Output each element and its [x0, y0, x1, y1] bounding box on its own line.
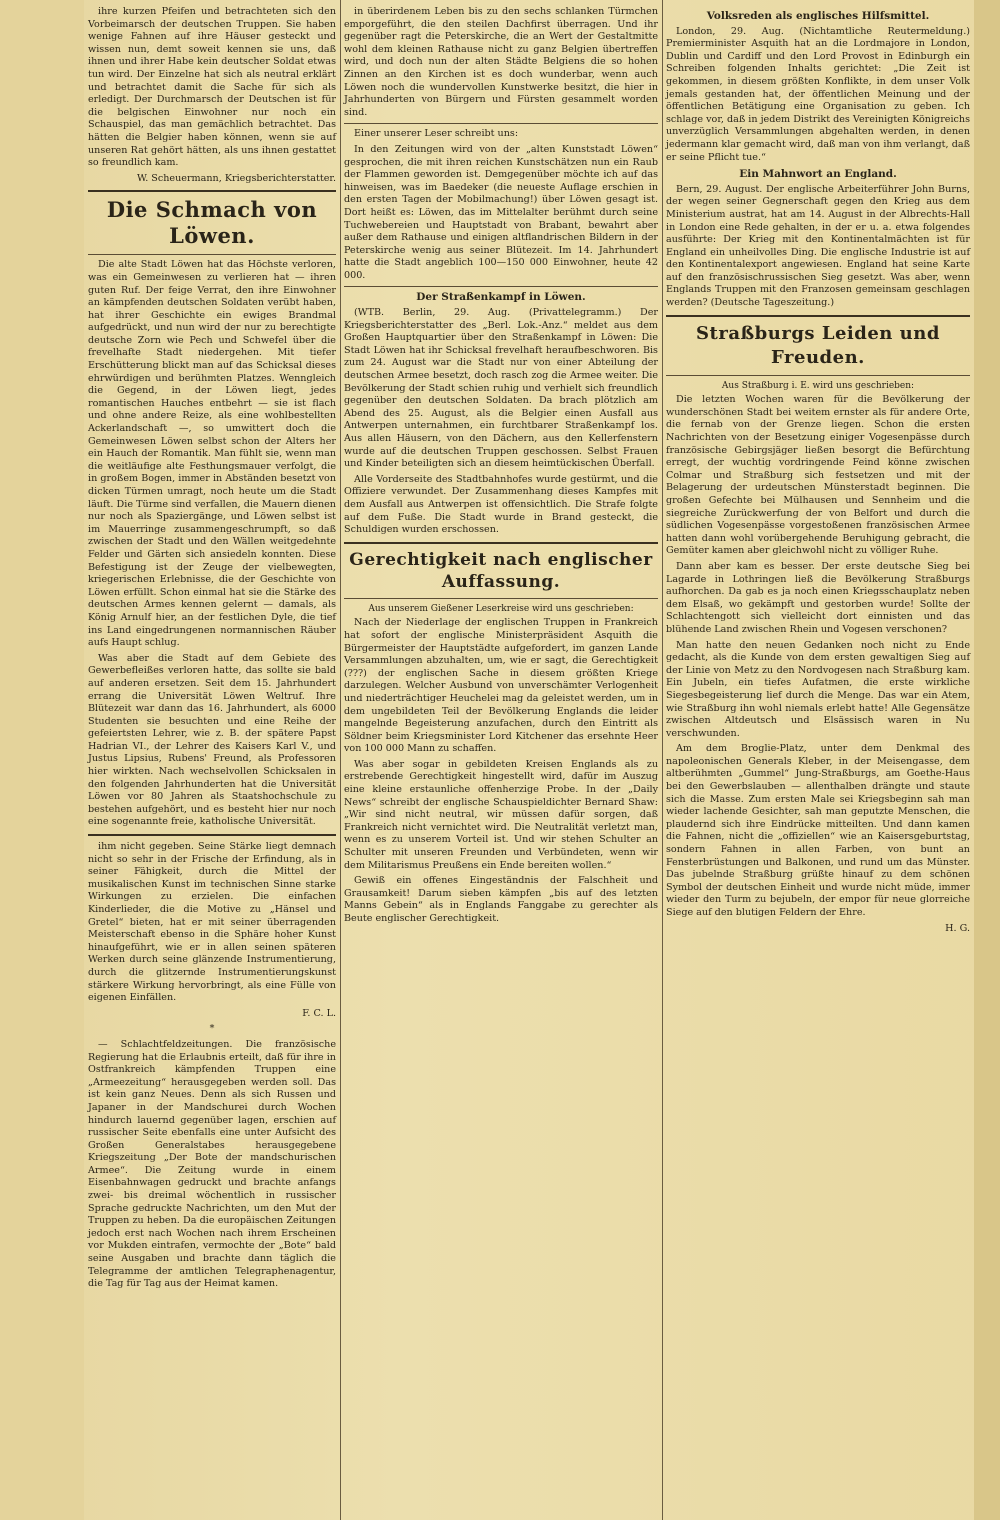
heading-volksreden: Volksreden als englisches Hilfsmittel. — [706, 10, 930, 22]
article-paragraph: Am dem Broglie-Platz, unter dem Denkmal des napoleonischen Generals Kleber, in der Meisengasse, dem altberühmten „Gummel“ Jung-Straßburgs, am Goethe-Haus bei den Gewerbslauben — allenthalben drängte und staute sich die Masse. Zum ersten Male sei Kriegsbeginn sah man wieder lachende Gesichter, sah man geputzte Menschen, die plaudernd sich ihre Eindrücke mitteilten. Und dann kamen die Fahnen, nicht die „offiziellen“ wie an Kaisersgeburtstag, sondern Fahnen in allen Farben, von bunt an Fensterbrüstungen und Balkonen, und rund um das Münster. Das jubelnde Straßburg grüßte hinauf zu dem schönen Symbol der deutschen Einheit und wurde nicht müde, immer wieder den Turm zu bejubeln, der empor für neue glorreiche Siege auf den blutigen Feldern der Ehre. — [666, 743, 970, 918]
article-paragraph: Man hatte den neuen Gedanken noch nicht zu Ende gedacht, als die Kunde von dem ersten gewaltigen Sieg auf der Linie von Metz zu den Nordvogesen nach Straßburg kam. Ein Jubeln, ein tiefes Aufatmen, die erste wirkliche Siegesbegeisterung lief durch die Menge. Das war ein Atem, wie Straßburg ihn wohl niemals erlebt hatte! Alle Gegensätze zwischen Altdeutsch und Elsässisch waren in Nu verschwunden. — [666, 639, 970, 739]
correspondent-signature: W. Scheuermann, Kriegsberichterstatter. — [137, 172, 336, 184]
article-paragraph: — Schlachtfeldzeitungen. Die französische Regierung hat die Erlaubnis erteilt, daß für ihre in Ostfrankreich kämpfenden Truppen eine „Armeezeitung“ herausgegeben werden soll. Das ist kein ganz Neues. Denn als sich Russen und Japaner in der Mandschurei durch Wochen hindurch lauernd gegenüber lagen, erschien auf russischer Seite ebenfalls eine unter Aufsicht des Großen Generalstabes herausgegebene Kriegszeitung „Der Bote der mandschurischen Armee“. Die Zeitung wurde in einem Eisenbahnwagen gedruckt und brachte anfangs zwei- bis dreimal wöchentlich in russischer Sprache gedruckte Nachrichten, um den Mut der Truppen zu heben. Da die europäischen Zeitungen jedoch erst nach Wochen nach ihrem Erscheinen vor Mukden eintrafen, vermochte der „Bote“ bald seine Ausgaben und brachte dann täglich die Telegramme der amtlichen Telegraphenagentur, die Tag für Tag aus der Heimat kamen. — [88, 1038, 336, 1290]
article-paragraph: in überirdenem Leben bis zu den sechs schlanken Türmchen emporgeführt, die den steilen Dachfirst überragen. Und ihr gegenüber ragt die Peterskirche, die an Wert der Gestaltmitte wohl dem kleinen Rathause nicht zu ganz Belgien übertreffen wird, und doch nun der alten Städte Belgiens die so hohen Zinnen an den Kirchen ist es doch wunderbar, wenn auch Löwen noch die wundervollen Kunstwerke besitzt, die hier in Jahrhunderten von Bürgern und Fürsten gesammelt worden sind. — [344, 6, 658, 118]
article-paragraph: Bern, 29. August. Der englische Arbeiterführer John Burns, der wegen seiner Gegnerschaft gegen den Krieg aus dem Ministerium austrat, hat am 14. August in der Albrechts-Hall in London eine Rede gehalten, in der er u. a. etwa folgendes ausführte: Der Krieg mit den Kontinentalmächten ist für England ein unheilvolles Ding. Die englische Industrie ist auf den Kontinentalexport angewiesen. England hat seine Karte auf den französischrussischen Sieg gesetzt. Was aber, wenn Englands Truppen mit den Franzosen gemeinsam geschlagen werden? (Deutsche Tageszeitung.) — [666, 183, 970, 309]
column-right — [662, 0, 974, 1520]
divider — [344, 286, 658, 287]
article-paragraph: London, 29. Aug. (Nichtamtliche Reutermeldung.) Premierminister Asquith hat an die Lordmajore in London, Dublin und Cardiff und den Lord Provost in Edinburgh ein Schreiben folgenden Inhalts gerichtet: „Die Zeit ist gekommen, in diesem größten Konflikte, in dem unser Volk jemals gestanden hat, der öffentlichen Meinung und der öffentlichen Betätigung eine Organisation zu geben. Ich schlage vor, daß in jedem Distrikt des Vereinigten Königreichs unverzüglich Versammlungen abgehalten werden, in denen jedermann klar gemacht wird, daß man von ihm verlangt, daß er seine Pflicht tue.“ — [666, 25, 970, 163]
divider — [344, 598, 658, 599]
separator-star: * — [209, 1023, 215, 1035]
reader-intro: Aus Straßburg i. E. wird uns geschrieben: — [721, 380, 915, 391]
page-gutter — [974, 0, 1000, 1520]
article-paragraph: Die letzten Wochen waren für die Bevölkerung der wunderschönen Stadt bei weitem ernster als für andere Orte, die fernab von der Grenze liegen. Schon die ersten Nachrichten von der Besetzung einiger Vogesenpässe durch französische Gebirgsjäger ließen besorgt die Befürchtung erregt, der wuchtig vordringende Feind könne zwischen Colmar und Straßburg sich festsetzen und mit der Belagerung der urdeutschen Münsterstadt beginnen. Die großen Gefechte bei Mülhausen und Sennheim und die siegreiche Zurückwerfung der von Belfort und durch die südlichen Vogesenpässe vorgestoßenen französischen Armee hatten dann wohl vorübergehende Beruhigung gebracht, die Gemüter kamen aber gleichwohl nicht zu völliger Ruhe. — [666, 394, 970, 557]
article-paragraph: Gewiß ein offenes Eingeständnis der Falschheit und Grausamkeit! Darum sieben kämpfen „bis auf des letzten Manns Gebein“ als in Englands Fanggabe zu gerechter als Beute englischer Gerechtigkeit. — [344, 875, 658, 924]
heading-gerechtigkeit: Gerechtigkeit nach englischer Auffassung. — [349, 549, 653, 592]
heading-schmach-von-loewen: Die Schmach von Löwen. — [106, 197, 318, 249]
article-paragraph: ihm nicht gegeben. Seine Stärke liegt demnach nicht so sehr in der Frische der Erfindung, als in seiner Fähigkeit, durch die Mittel der musikalischen Kunst im technischen Sinne starke Wirkungen zu erzielen. Die einfachen Kinderlieder, die die Motive zu „Hänsel und Gretel“ bieten, hat er mit seiner überragenden Meisterschaft ebenso in die Sphäre hoher Kunst hinaufgeführt, wie er in allen seinen späteren Werken durch seine glänzende Instrumentierung, durch die glitzernde Instrumentierungskunst stärkere Wirkung hervorbringt, als eine Fülle von eigenen Einfällen. — [88, 841, 336, 1004]
heading-strassenkampf: Der Straßenkampf in Löwen. — [416, 291, 586, 304]
column-middle — [340, 0, 662, 1520]
page-margin — [0, 0, 84, 1520]
article-paragraph: In den Zeitungen wird von der „alten Kunststadt Löwen“ gesprochen, die mit ihren reichen Kunstschätzen nun ein Raub der Flammen geworden ist. Demgegenüber möchte ich auf das hinweisen, was im Baedeker (die neueste Auflage erschien in den ersten Tagen der Mobilmachung!) über Löwen gesagt ist. Dort heißt es: Löwen, das im Mittelalter berühmt durch seine Tuchwebereien und Hauptstadt von Brabant, bewahrt aber außer dem Rathause und einigen altflandrischen Bildern in der Peterskirche wenig aus seiner Blütezeit. Im 14. Jahrhundert hatte die Stadt angeblich 100—150 000 Einwohner, heute 42 000. — [344, 143, 658, 281]
article-paragraph: Nach der Niederlage der englischen Truppen in Frankreich hat sofort der englische Ministerpräsident Asquith die Bürgermeister der Hauptstädte aufgefordert, im ganzen Lande Versammlungen abzuhalten, um, wie er sagt, die Gerechtigkeit (???) der englischen Sache in diesem größten Kriege darzulegen. Welcher Ausbund von unverschämter Verlogenheit und niederträchtiger Heuchelei mag da geleistet werden, um in dem ungebildeten Teil der Bevölkerung Englands die leider mangelnde Begeisterung anzufachen, durch den Eintritt als Söldner beim Kriegsminister Lord Kitchener das ersehnte Heer von 100 000 Mann zu schaffen. — [344, 617, 658, 755]
heading-mahnwort: Ein Mahnwort an England. — [739, 168, 897, 181]
article-paragraph: Alle Vorderseite des Stadtbahnhofes wurde gestürmt, und die Offiziere verwundet. Der Zusammenhang dieses Kampfes mit dem Ausfall aus Antwerpen ist offensichtlich. Die Strafe folgte auf dem Fuße. Die Stadt wurde in Brand gesteckt, die Schuldigen wurden erschossen. — [344, 473, 658, 536]
divider — [88, 190, 336, 192]
article-paragraph: Die alte Stadt Löwen hat das Höchste verloren, was ein Gemeinwesen zu verlieren hat — ihren guten Ruf. Der feige Verrat, den ihre Einwohner an kämpfenden deutschen Soldaten verübt haben, hat ihrer Geschichte ein ewiges Brandmal aufgedrückt, und nun wird der nur zu berechtigte deutsche Zorn wie Pech und Schwefel über die frevelhafte Stadt niedergehen. Mit tiefer Erschütterung blickt man auf das Schicksal dieses ehrwürdigen und berühmten Platzes. Wenngleich die Gegend, in der Löwen liegt, jedes romantischen Hauches entbehrt — sie ist flach und ohne andere Reize, als eine wohlbestellten Ackerlandschaft —, so umwittert doch die Gemeinwesen Löwen selbst schon der Alters her ein Hauch der Romantik. Man fühlt sie, wenn man die weitläufige alte Festhungsmauer verfolgt, die in großem Bogen, immer in Abständen besetzt von dicken Türmen umragt, noch heute um die Stadt läuft. Die Türme sind verfallen, die Mauern dienen nur noch als Spaziergänge, und Löwen selbst ist im Mauerringe zusammengeschrumpft, so daß zwischen der Stadt und den Wällen weitgedehnte Felder und Gärten sich ansiedeln konnten. Diese Befestigung ist der Zeuge der vielbewegten, kriegerischen Erlebnisse, die der Geschichte von Löwen erfüllt. Schon einmal hat sie die Stärke des deutschen Armes kennen gelernt — damals, als König Arnulf hier, an der festlichen Dyle, die tief ins Land eingedrungenen normannischen Räuber aufs Haupt schlug. — [88, 259, 336, 649]
divider — [88, 254, 336, 255]
divider — [344, 123, 658, 124]
article-paragraph: Dann aber kam es besser. Der erste deutsche Sieg bei Lagarde in Lothringen ließ die Bevölkerung Straßburgs aufhorchen. Da gab es ja noch einen Kriegsschauplatz neben dem Elsaß, wo gekämpft und gestorben wurde! Sollte der Schlachtengott sich vielleicht dort einnisten und das blühende Land zwischen Rhein und Vogesen verschonen? — [666, 560, 970, 635]
divider — [666, 375, 970, 376]
article-signature: H. G. — [945, 922, 970, 934]
divider — [344, 542, 658, 544]
war-correspondent-report: ihre kurzen Pfeifen und betrachteten sich den Vorbeimarsch der deutschen Truppen. Sie haben wenige Fahnen auf ihre Häuser gesteckt und wissen nun, demt soweit kennen sie uns, daß ihnen und ihrer Habe kein deutscher Soldat etwas tun wird. Der Einzelne hat sich als neutral erklärt und betrachtet damit die Sache für sich als erledigt. Der Durchmarsch der Deutschen ist für die belgischen Einwohner nur noch ein Schauspiel, das man gemächlich betrachtet. Das hätten die Belgier haben können, wenn sie auf unseren Rat gehört hätten, als uns ihnen gestattet so freundlich kam. — [88, 6, 336, 169]
heading-strassburg: Straßburgs Leiden und Freuden. — [696, 322, 940, 368]
article-paragraph: Was aber sogar in gebildeten Kreisen Englands als zu erstrebende Gerechtigkeit hingestellt wird, dafür im Auszug eine kleine erstaunliche offenherzige Probe. In der „Daily News“ schreibt der englische Schauspieldichter Bernard Shaw: „Wir sind nicht neutral, wir müssen dafür sorgen, daß Frankreich nicht vernichtet wird. Die Neutralität verletzt man, wenn es zu unserem Vorteil ist. Und wir stehen Schulter an Schulter mit unseren Freunden und Verbündeten, wenn wir dem Militarismus Preußens ein Ende bereiten wollen.“ — [344, 758, 658, 871]
divider — [88, 834, 336, 836]
column-left — [84, 0, 340, 1520]
divider — [666, 315, 970, 317]
article-signature: F. C. L. — [302, 1007, 336, 1019]
article-paragraph: (WTB. Berlin, 29. Aug. (Privattelegramm.) Der Kriegsberichterstatter des „Berl. Lok.-Anz.“ meldet aus dem Großen Hauptquartier über den Straßenkampf in Löwen: Die Stadt Löwen hat ihr Schicksal frevelhaft heraufbeschworen. Bis zum 24. August war die Stadt nur von einer Abteilung der deutschen Armee besetzt, doch rasch zog die Armee weiter. Die Bevölkerung der Stadt schien ruhig und verhielt sich freundlich gegenüber den deutschen Soldaten. Da brach plötzlich am Abend des 25. August, als die Belgier einen Ausfall aus Antwerpen unternahmen, ein furchtbarer Straßenkampf los. Aus allen Häusern, von den Dächern, aus den Kellerfenstern wurde auf die deutschen Truppen geschossen. Selbst Frauen und Kinder beteiligten sich an diesem heimtückischen Überfall. — [344, 307, 658, 470]
reader-intro: Aus unserem Gießener Leserkreise wird uns geschrieben: — [368, 603, 634, 614]
article-paragraph: Was aber die Stadt auf dem Gebiete des Gewerbefleißes verloren hatte, das sollte sie bald auf anderen ersetzen. Seit dem 15. Jahrhundert errang die Universität Löwen Weltruf. Ihre Blütezeit war dann das 16. Jahrhundert, als 6000 Studenten sie besuchten und eine Reihe der gefeiertsten Lehrer, wie z. B. der spätere Papst Hadrian VI., der Lehrer des Kaisers Karl V., und Justus Lipsius, Rubens' Freund, als Professoren hier wirkten. Nach wechselvollen Schicksalen in den folgenden Jahrhunderten hat die Universität Löwen vor 80 Jahren als Staatshochschule zu bestehen aufgehört, und es besteht hier nur noch eine sogenannte freie, katholische Universität. — [88, 652, 336, 828]
reader-intro: Einer unserer Leser schreibt uns: — [354, 128, 519, 140]
